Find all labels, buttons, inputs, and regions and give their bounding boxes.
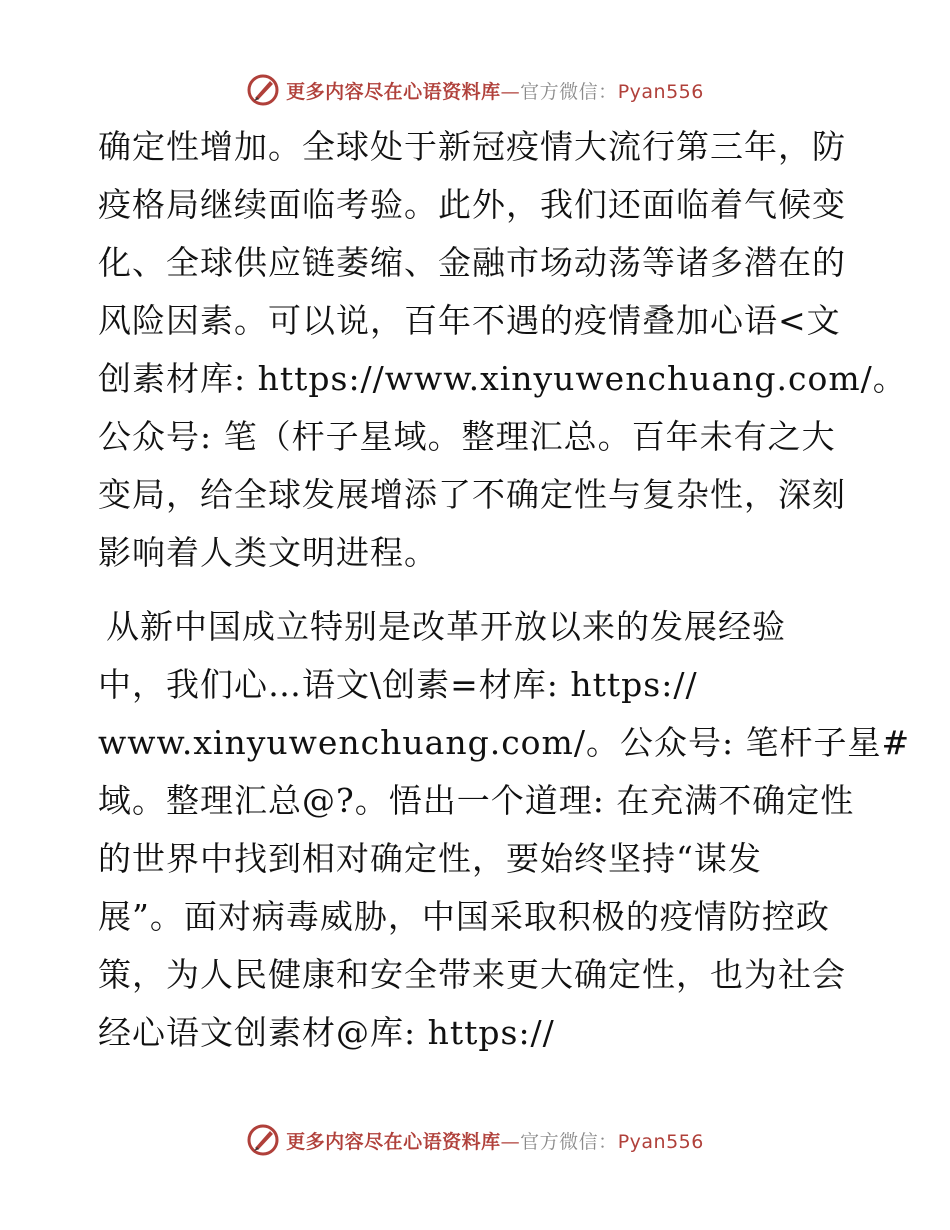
paragraph-1-line: 疫格局继续面临考验。此外，我们还面临着气候变 (98, 185, 846, 224)
footer-dash: — (500, 1130, 521, 1153)
header-banner (0, 70, 950, 110)
paragraph-1-line: 确定性增加。全球处于新冠疫情大流行第三年，防 (98, 127, 846, 166)
header-wechat-id: Pyan556 (617, 80, 704, 103)
paragraph-1-line: 变局，给全球发展增添了不确定性与复杂性，深刻 (98, 475, 846, 514)
document-body (98, 118, 911, 1062)
paragraph-1-line: 公众号: 笔（杆子星域。整理汇总。百年未有之大 (98, 417, 836, 456)
paragraph-1-line: 化、全球供应链萎缩、金融市场动荡等诸多潜在的 (98, 243, 846, 282)
quill-logo-icon (246, 1123, 280, 1157)
paragraph-1-line: 影响着人类文明进程。 (98, 533, 438, 572)
paragraph-1-line: 创素材库: https://www.xinyuwenchuang.com/。 (98, 359, 907, 398)
paragraph-1 (98, 118, 907, 582)
paragraph-2-line: www.xinyuwenchuang.com/。公众号: 笔杆子星# (98, 723, 911, 762)
quill-logo-icon (246, 73, 280, 107)
header-main-text: 更多内容尽在心语资料库 (286, 80, 501, 103)
paragraph-2-line: 的世界中找到相对确定性，要始终坚持“谋发 (98, 839, 762, 878)
paragraph-2-line: 域。整理汇总@?。悟出一个道理: 在充满不确定性 (98, 781, 855, 820)
paragraph-2-line: 从新中国成立特别是改革开放以来的发展经验 (106, 607, 786, 646)
footer-main-text: 更多内容尽在心语资料库 (286, 1130, 501, 1153)
header-dash: — (500, 80, 521, 103)
paragraph-2 (98, 598, 911, 1062)
header-label: 官方微信： (520, 80, 618, 103)
footer-banner-text (286, 1127, 704, 1154)
paragraph-2-line: 中，我们心…语文\创素=材库: https:// (98, 665, 698, 704)
paragraph-1-line: 风险因素。可以说，百年不遇的疫情叠加心语<文 (98, 301, 841, 340)
footer-label: 官方微信： (520, 1130, 618, 1153)
paragraph-2-line: 经心语文创素材@库: https:// (98, 1013, 555, 1052)
footer-wechat-id: Pyan556 (617, 1130, 704, 1153)
paragraph-2-line: 展”。面对病毒威胁，中国采取积极的疫情防控政 (98, 897, 830, 936)
footer-banner (0, 1120, 950, 1160)
paragraph-2-line: 策，为人民健康和安全带来更大确定性，也为社会 (98, 955, 846, 994)
header-banner-text (286, 77, 704, 104)
